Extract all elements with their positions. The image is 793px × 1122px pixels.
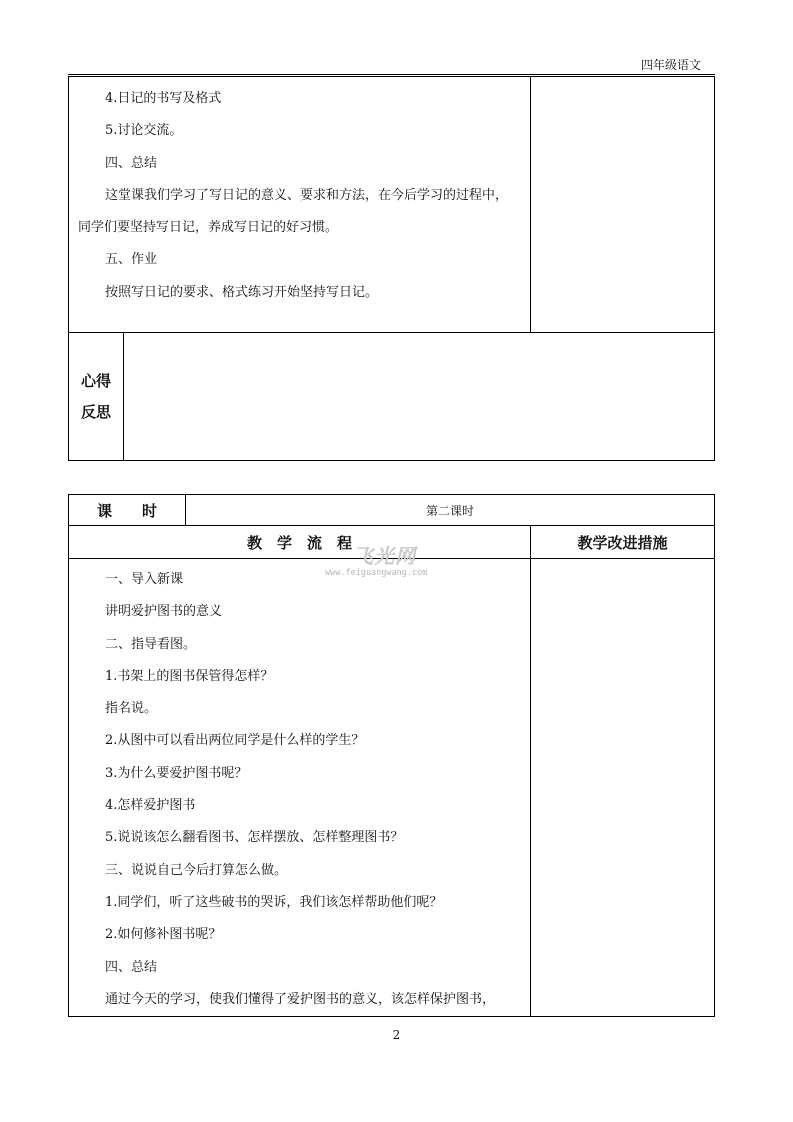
text-line: 4.日记的书写及格式 [105, 91, 222, 106]
text-line: 1.书架上的图书保管得怎样？ [105, 668, 274, 684]
period-label: 课 时 [69, 495, 186, 526]
flow-header: 教 学 流 程 [69, 526, 531, 559]
watermark-logo: 飞光网 [353, 544, 416, 568]
page-number: 2 [392, 1028, 401, 1042]
text-line: 指名说。 [105, 701, 158, 717]
improve-cell [531, 559, 715, 1017]
text-line: 同学们要坚持写日记，养成写日记的好习惯。 [78, 220, 339, 236]
text-line: 二、指导看图。 [105, 636, 197, 652]
page-header: 四年级语文 [641, 58, 702, 72]
watermark-url: www.feiguangwang.com [325, 568, 428, 578]
text-line: 一、导入新课 [105, 572, 184, 587]
lesson-table-2 [68, 494, 715, 1017]
flow-lines [69, 564, 530, 1016]
text-line: 这堂课我们学习了写日记的意义、要求和方法，在今后学习的过程中， [105, 187, 509, 203]
reflection-label-line: 心得 [80, 371, 111, 390]
text-line: 五、作业 [105, 252, 158, 268]
text-line: 2.如何修补图书呢？ [105, 927, 222, 943]
lesson-table-1 [68, 76, 715, 461]
text-line: 5.讨论交流。 [105, 123, 183, 139]
text-line: 按照写日记的要求、格式练习开始坚持写日记。 [105, 284, 379, 300]
reflection-label [69, 333, 124, 461]
text-line: 1.同学们，听了这些破书的哭诉，我们该怎样帮助他们呢？ [105, 894, 443, 910]
text-line: 5.说说该怎么翻看图书、怎样摆放、怎样整理图书？ [105, 830, 404, 846]
text-line: 3.为什么要爱护图书呢？ [105, 765, 248, 781]
flow-content-cell [69, 559, 531, 1017]
improve-cell [531, 77, 715, 333]
text-line: 4.怎样爱护图书 [105, 798, 196, 814]
text-line: 通过今天的学习，使我们懂得了爱护图书的意义，该怎样保护图书， [105, 991, 496, 1007]
reflection-label-line: 反思 [80, 402, 111, 421]
flow-lines [69, 83, 530, 309]
period-value: 第二课时 [186, 495, 715, 526]
text-line: 2.从图中可以看出两位同学是什么样的学生？ [105, 733, 365, 749]
text-line: 四、总结 [105, 155, 158, 171]
text-line: 四、总结 [105, 959, 158, 975]
improve-header: 教学改进措施 [531, 526, 715, 559]
flow-content-cell [69, 77, 531, 333]
reflection-content-cell [124, 333, 715, 461]
text-line: 讲明爱护图书的意义 [105, 604, 223, 620]
header-rule [68, 74, 715, 75]
text-line: 三、说说自己今后打算怎么做。 [105, 862, 288, 878]
